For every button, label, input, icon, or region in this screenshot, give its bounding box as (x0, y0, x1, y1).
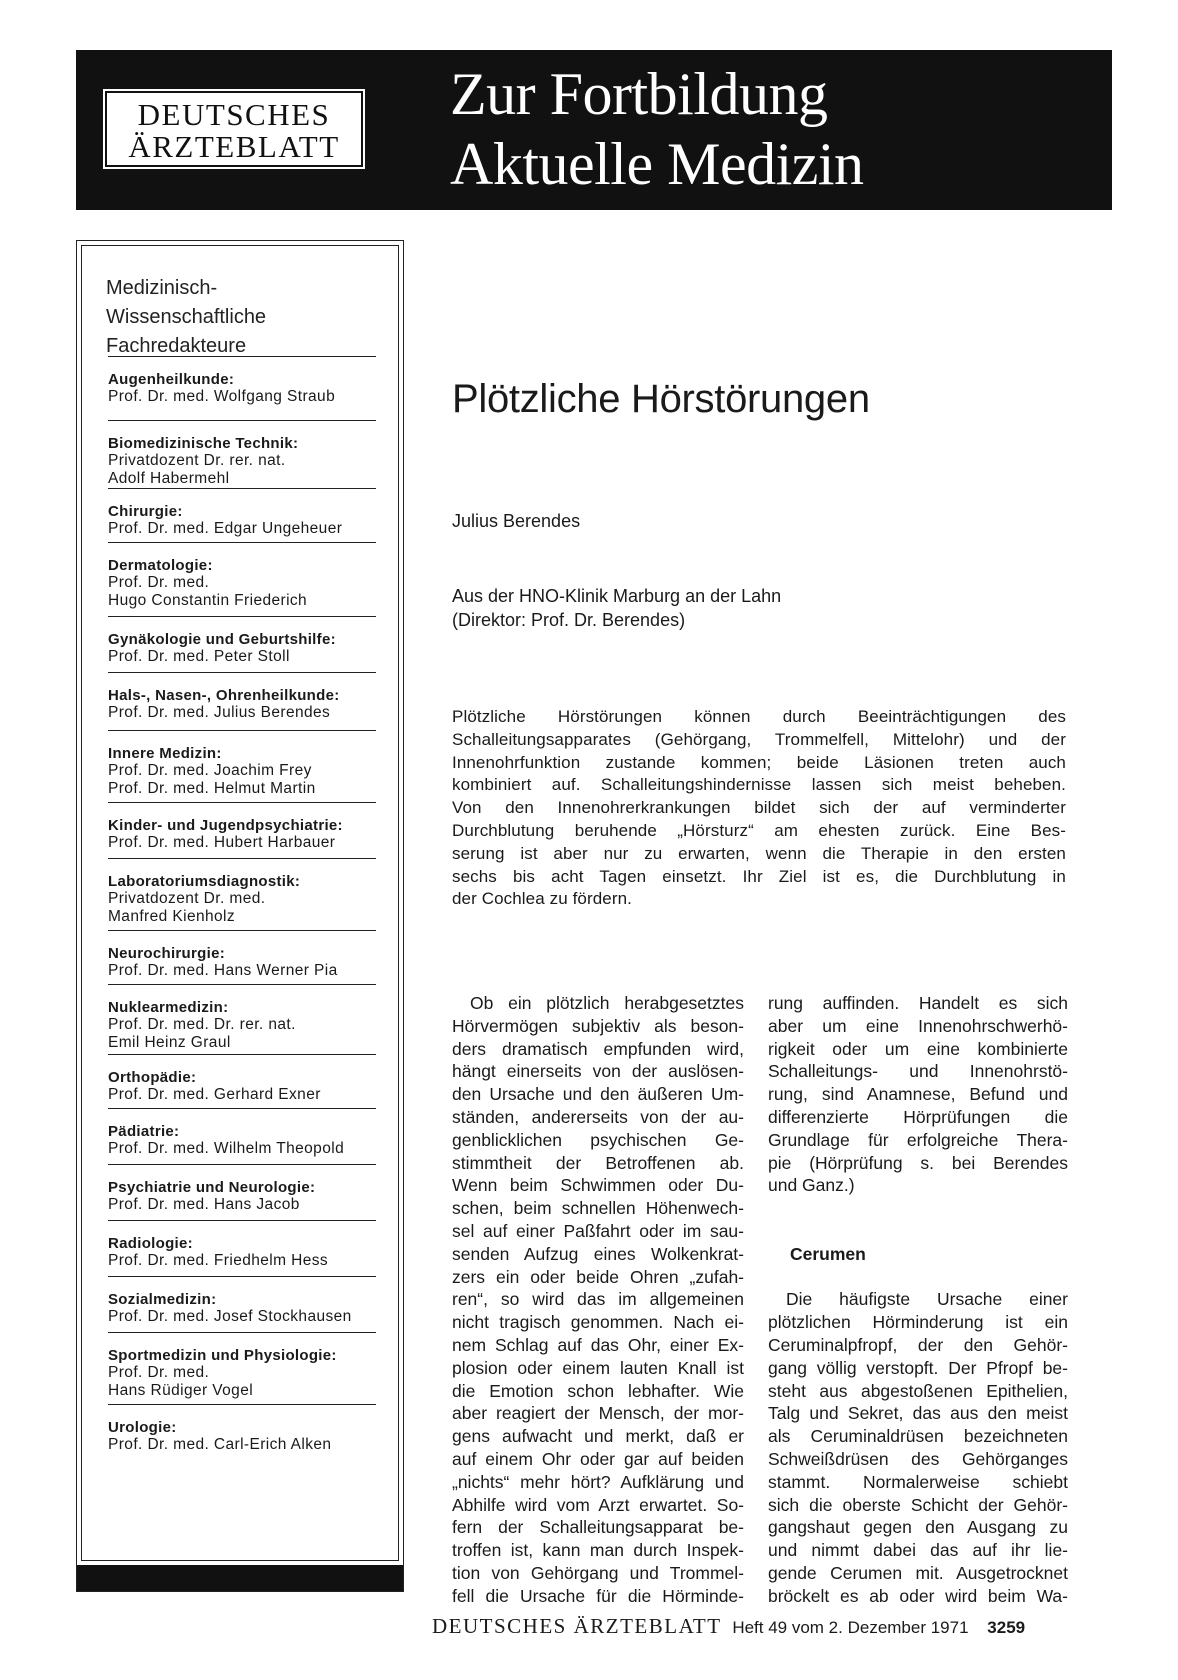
editor-entry (108, 730, 376, 797)
editor-specialty: Chirurgie: (108, 503, 183, 520)
editor-specialty: Pädiatrie: (108, 1123, 180, 1140)
editor-name: Prof. Dr. med. Wolfgang Straub (108, 388, 336, 405)
body-line: fell die Ursache für die Hörminde- (452, 1585, 744, 1606)
editor-specialty: Sportmedizin und Physiologie: (108, 1347, 337, 1364)
entry-divider (108, 984, 376, 985)
body-line: als Ceruminaldrüsen bezeichneten (768, 1426, 1068, 1447)
body-line: sel auf einer Paßfahrt oder im sau- (452, 1220, 744, 1241)
entry-divider (108, 420, 376, 421)
editors-heading-line: Wissenschaftliche (106, 306, 267, 328)
body-line: Ceruminalpfropf, der den Gehör- (768, 1334, 1068, 1355)
editor-specialty: Gynäkologie und Geburtshilfe: (108, 631, 336, 648)
editor-entry (108, 488, 376, 538)
masthead-line-1: DEUTSCHES (137, 97, 331, 132)
body-line: gende Cerumen mit. Ausgetrocknet (768, 1562, 1068, 1583)
editors-sidebar (76, 240, 404, 1592)
body-line: Schalleitungs- und Innenohrstö- (768, 1061, 1068, 1082)
entry-divider (108, 488, 376, 489)
editor-entry (108, 1108, 376, 1158)
editor-specialty: Hals-, Nasen-, Ohrenheilkunde: (108, 687, 340, 704)
editor-specialty: Urologie: (108, 1419, 177, 1436)
editor-name: Prof. Dr. med. Joachim Frey (108, 762, 312, 779)
editor-specialty: Innere Medizin: (108, 745, 222, 762)
abstract-line: kombiniert auf. Schalleitungshindernisse lassen sich meist beheben. (452, 775, 1066, 795)
body-line: senden Aufzug eines Wolkenkrat- (452, 1243, 744, 1264)
editor-name: Prof. Dr. med. Peter Stoll (108, 648, 290, 665)
body-line: stammt. Normalerweise schiebt (768, 1471, 1068, 1492)
body-line: pie (Hörprüfung s. bei Berendes (768, 1152, 1068, 1173)
body-line: sich die oberste Schicht der Gehör- (768, 1494, 1068, 1515)
editor-entry (108, 356, 376, 406)
abstract-line: sechs bis acht Tagen einsetzt. Ihr Ziel ist es, die Durchblutung in (452, 866, 1066, 886)
editor-specialty: Neurochirurgie: (108, 945, 226, 962)
editor-name: Prof. Dr. med. Edgar Ungeheuer (108, 520, 343, 537)
body-line: und nimmt dabei das auf ihr lie- (768, 1540, 1068, 1561)
abstract-line: der Cochlea zu fördern. (452, 889, 632, 909)
editor-entry (108, 984, 376, 1051)
editor-name: Prof. Dr. med. Dr. rer. nat. (108, 1016, 296, 1033)
entry-divider (108, 1108, 376, 1109)
editor-name: Prof. Dr. med. (108, 574, 210, 591)
abstract-line: Schalleitungsapparates (Gehörgang, Trommelfell, Mittelohr) und der (452, 729, 1066, 749)
body-line: gens aufwacht und merkt, daß er (452, 1426, 744, 1447)
editor-name: Prof. Dr. med. Josef Stockhausen (108, 1308, 352, 1325)
sidebar-footer-bar (77, 1565, 403, 1591)
header-banner (76, 50, 1112, 210)
entry-divider (108, 672, 376, 673)
body-line: „nichts“ mehr hört? Aufklärung und (452, 1471, 744, 1492)
body-line: ständen, andererseits von der au- (452, 1106, 744, 1127)
article-affiliation (452, 584, 781, 632)
body-line: und Ganz.) (768, 1175, 855, 1196)
body-line: gang völlig verstopft. Der Pfropf be- (768, 1357, 1068, 1378)
article-abstract (452, 706, 1066, 911)
body-line: gangshaut gegen den Ausgang zu (768, 1517, 1068, 1538)
editor-entry (108, 672, 376, 722)
editor-specialty: Sozialmedizin: (108, 1291, 217, 1308)
body-line: nicht tragisch genommen. Nach ei- (452, 1312, 744, 1333)
editor-name: Hans Rüdiger Vogel (108, 1381, 254, 1399)
editor-name: Prof. Dr. med. Friedhelm Hess (108, 1252, 329, 1269)
editor-name: Privatdozent Dr. med. (108, 890, 266, 907)
entry-divider (108, 1332, 376, 1333)
body-line: rung auffinden. Handelt es sich (768, 993, 1068, 1013)
body-line: Talg und Sekret, das aus den meist (768, 1403, 1068, 1424)
section-subheading: Cerumen (790, 1243, 866, 1264)
editor-entry (108, 1332, 376, 1399)
editor-name: Emil Heinz Graul (108, 1033, 231, 1051)
editors-heading-line: Medizinisch- (106, 277, 218, 299)
body-line: Wenn beim Schwimmen oder Du- (452, 1175, 744, 1196)
body-line: hängt einerseits von der auslösen- (452, 1061, 744, 1082)
editor-entry (108, 542, 376, 609)
body-line: ren“, so wird das im allgemeinen (452, 1289, 744, 1310)
body-line: rigkeit oder um eine kombinierte (768, 1038, 1068, 1059)
body-line: genblicklichen psychischen Ge- (452, 1129, 744, 1150)
editor-entry (108, 1054, 376, 1104)
editor-specialty: Laboratoriumsdiagnostik: (108, 873, 301, 890)
editor-name: Prof. Dr. med. Hubert Harbauer (108, 834, 336, 851)
body-line: die Emotion schon lebhafter. Wie (452, 1380, 744, 1401)
editor-name: Prof. Dr. med. Carl-Erich Alken (108, 1436, 332, 1453)
body-line: schen, beim schnellen Höhenwech- (452, 1198, 744, 1219)
editor-name: Prof. Dr. med. (108, 1364, 210, 1381)
editor-specialty: Dermatologie: (108, 557, 213, 574)
body-line: zers ein oder beide Ohren „zufah- (452, 1266, 744, 1287)
editor-entry (108, 858, 376, 925)
footer-journal-name: DEUTSCHES ÄRZTEBLATT (432, 1614, 722, 1638)
body-column-1 (452, 992, 744, 1608)
body-line: den Ursache und den äußeren Um- (452, 1084, 744, 1105)
masthead-line-2: ÄRZTEBLATT (128, 129, 340, 164)
editor-entry (108, 1164, 376, 1214)
editor-name: Prof. Dr. med. Helmut Martin (108, 779, 316, 797)
editor-name: Prof. Dr. med. Wilhelm Theopold (108, 1140, 345, 1157)
entry-divider (108, 616, 376, 617)
body-line: ders dramatisch empfunden wird, (452, 1038, 744, 1059)
editor-specialty: Biomedizinische Technik: (108, 435, 299, 452)
body-line: stimmtheit der Betroffenen ab. (452, 1152, 744, 1173)
entry-divider (108, 930, 376, 931)
section-title-line-2: Aktuelle Medizin (450, 131, 864, 197)
footer-issue: Heft 49 vom 2. Dezember 1971 (732, 1618, 969, 1637)
affiliation-line: Aus der HNO-Klinik Marburg an der Lahn (452, 586, 782, 606)
editors-sidebar-frame (81, 245, 399, 1561)
body-line: fern der Schalleitungsapparat be- (452, 1517, 744, 1538)
body-column-2 (768, 992, 1068, 1608)
editor-entry (108, 930, 376, 980)
body-line: aber reagiert der Mensch, der mor- (452, 1403, 744, 1424)
editor-name: Prof. Dr. med. Hans Jacob (108, 1196, 300, 1213)
article-title: Plötzliche Hörstörungen (452, 377, 870, 421)
entry-divider (108, 858, 376, 859)
entry-divider (108, 730, 376, 731)
editor-specialty: Psychiatrie und Neurologie: (108, 1179, 316, 1196)
editor-name: Manfred Kienholz (108, 907, 236, 925)
page-footer (432, 1614, 1025, 1639)
footer-page-number: 3259 (987, 1618, 1026, 1637)
entry-divider (108, 542, 376, 543)
abstract-line: serung ist aber nur zu erwarten, wenn die Therapie in den ersten (452, 843, 1066, 863)
editor-specialty: Radiologie: (108, 1235, 193, 1252)
article-author: Julius Berendes (452, 511, 581, 531)
entry-divider (108, 1164, 376, 1165)
editors-heading-line: Fachredakteure (106, 335, 247, 357)
body-line: aber um eine Innenohrschwerhö- (768, 1015, 1068, 1036)
abstract-line: Innenohrfunktion zustande kommen; beide Läsionen treten auch (452, 752, 1066, 772)
body-line: plötzlichen Hörminderung ist ein (768, 1312, 1068, 1333)
body-line: nem Schlag auf das Ohr, einer Ex- (452, 1334, 744, 1355)
editor-specialty: Kinder- und Jugendpsychiatrie: (108, 817, 343, 834)
entry-divider (108, 1404, 376, 1405)
entry-divider (108, 1276, 376, 1277)
abstract-line: Durchblutung beruhende „Hörsturz“ am ehesten zurück. Eine Bes- (452, 820, 1066, 840)
abstract-line: Plötzliche Hörstörungen können durch Beeinträchtigungen des (452, 707, 1066, 726)
editor-specialty: Augenheilkunde: (108, 371, 235, 388)
editor-specialty: Nuklearmedizin: (108, 999, 229, 1016)
section-title-line-1: Zur Fortbildung (450, 61, 828, 127)
body-line: Schweißdrüsen des Gehörganges (768, 1448, 1068, 1469)
body-line: Hörvermögen subjektiv als beson- (452, 1015, 744, 1036)
editor-entry (108, 802, 376, 852)
body-line: Ob ein plötzlich herabgesetztes (470, 993, 744, 1013)
entry-divider (108, 1054, 376, 1055)
body-line: differenzierte Hörprüfungen die (768, 1106, 1068, 1127)
body-line: bröckelt es ab oder wird beim Wa- (768, 1585, 1068, 1606)
body-line: auf einem Ohr oder gar auf beiden (452, 1448, 744, 1469)
editor-name: Privatdozent Dr. rer. nat. (108, 452, 286, 469)
body-line: troffen ist, kann man durch Inspek- (452, 1540, 744, 1561)
entry-divider (108, 1220, 376, 1221)
abstract-line: Von den Innenohrerkrankungen bildet sich der auf verminderter (452, 798, 1066, 818)
editor-entry (108, 1404, 376, 1454)
editors-heading (106, 274, 376, 361)
editor-entry (108, 616, 376, 666)
entry-divider (108, 356, 376, 357)
editor-specialty: Orthopädie: (108, 1069, 197, 1086)
editor-entry (108, 420, 376, 487)
body-line: Die häufigste Ursache einer (786, 1289, 1068, 1310)
body-line: plosion oder einem lauten Knall ist (452, 1357, 744, 1378)
editor-name: Hugo Constantin Friederich (108, 591, 308, 609)
journal-masthead-logo (98, 84, 370, 174)
editor-name: Adolf Habermehl (108, 469, 230, 487)
editor-entry (108, 1276, 376, 1326)
affiliation-line: (Direktor: Prof. Dr. Berendes) (452, 610, 686, 630)
editor-name: Prof. Dr. med. Hans Werner Pia (108, 962, 338, 979)
body-line: Grundlage für erfolgreiche Thera- (768, 1129, 1068, 1150)
editor-name: Prof. Dr. med. Julius Berendes (108, 704, 331, 721)
body-line: tion von Gehörgang und Trommel- (452, 1562, 744, 1583)
body-line: steht aus abgestoßenen Epithelien, (768, 1380, 1068, 1401)
body-line: rung, sind Anamnese, Befund und (768, 1084, 1068, 1105)
body-line: Abhilfe wird vom Arzt erwartet. So- (452, 1494, 744, 1515)
editor-entry (108, 1220, 376, 1270)
editor-name: Prof. Dr. med. Gerhard Exner (108, 1086, 321, 1103)
entry-divider (108, 802, 376, 803)
